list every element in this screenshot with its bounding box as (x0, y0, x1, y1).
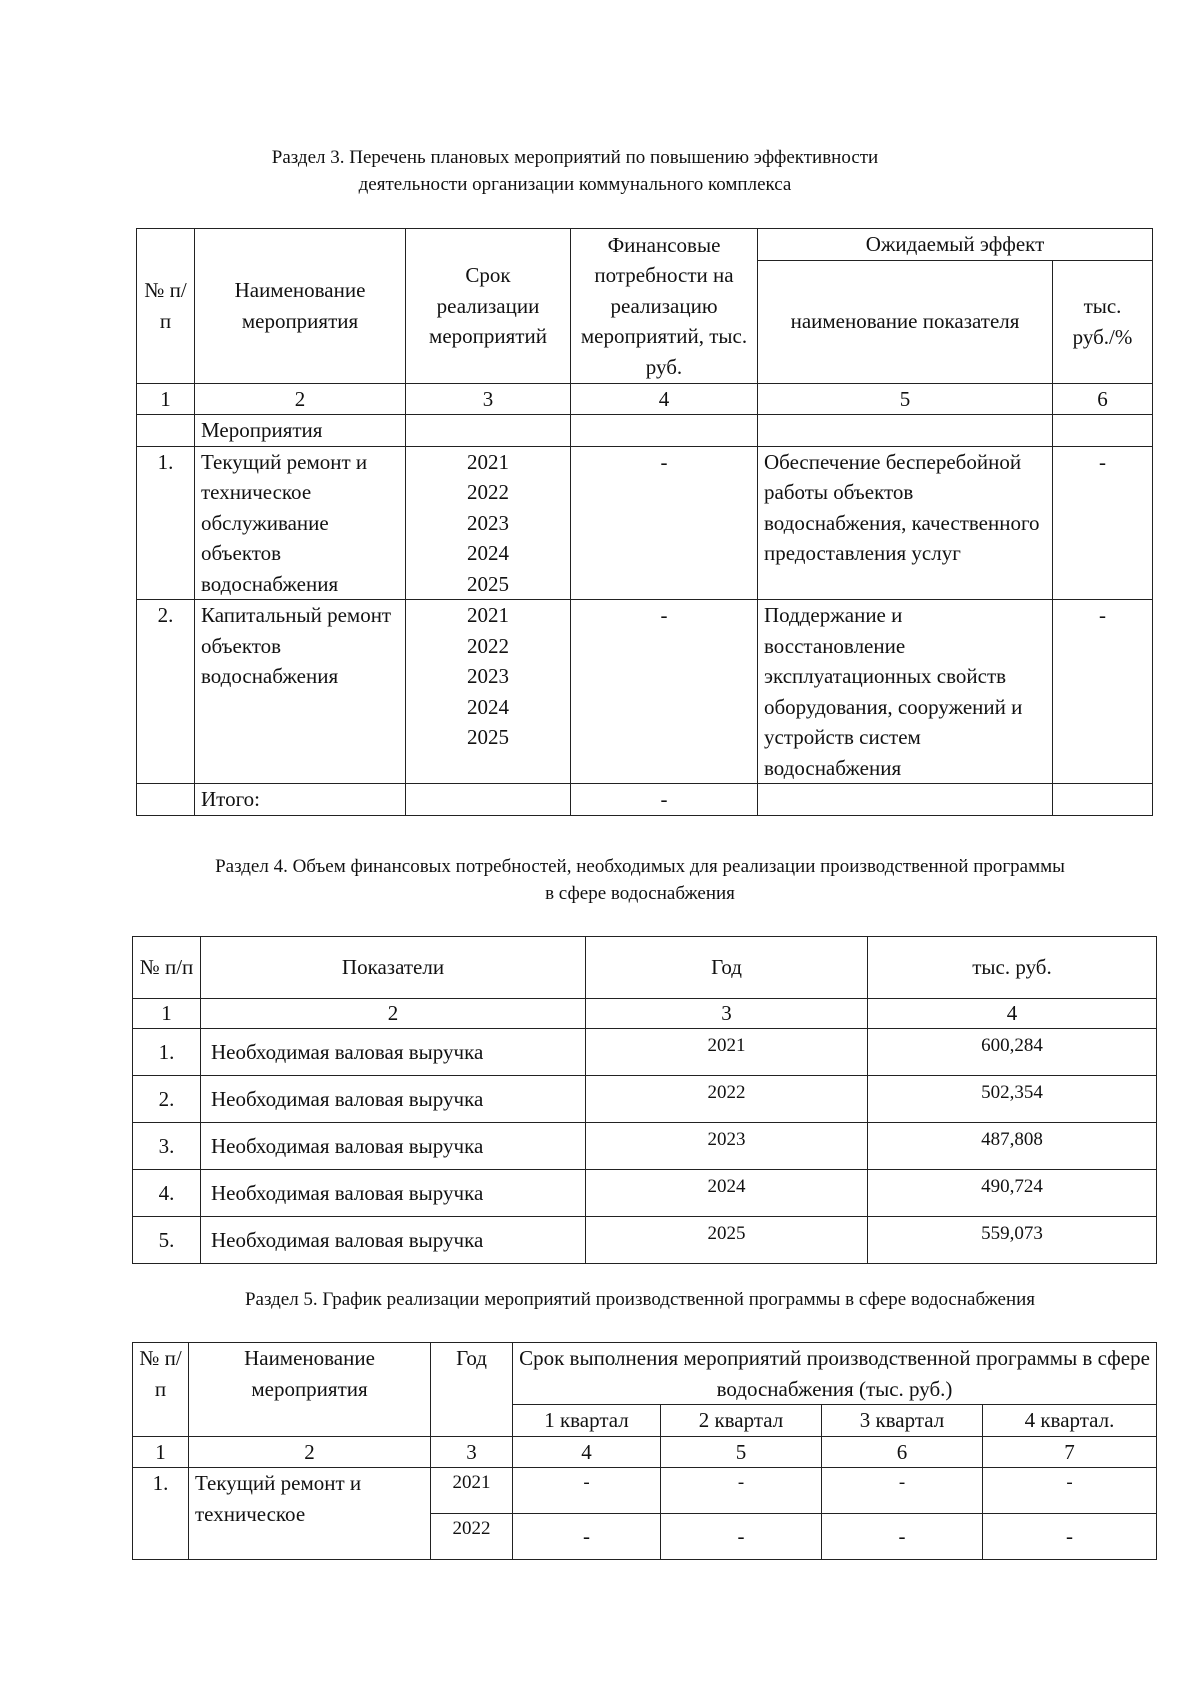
col-number: 7 (983, 1436, 1157, 1468)
row-q2: - (661, 1468, 822, 1514)
row-num: 1. (133, 1029, 201, 1076)
row-amount: 600,284 (868, 1029, 1157, 1076)
header-name: Наименование мероприятия (189, 1343, 431, 1437)
header-term: Срок выполнения мероприятий производственной программы в сфере водоснабжения (тыс. руб.) (513, 1343, 1157, 1405)
col-number: 2 (195, 383, 406, 415)
row-amount: 490,724 (868, 1170, 1157, 1217)
header-effect-value: тыс. руб./% (1053, 260, 1153, 383)
section4-table (132, 936, 1157, 1264)
section3-title-line2: деятельности организации коммунального комплекса (358, 174, 792, 195)
row-year: 2024 (586, 1170, 868, 1217)
row-q3: - (822, 1514, 983, 1560)
row-q3: - (822, 1468, 983, 1514)
col-number: 4 (868, 999, 1157, 1029)
header-term: Срок реализации мероприятий (406, 229, 571, 384)
table-row (133, 1217, 1157, 1264)
section3-title-line1: Раздел 3. Перечень плановых мероприятий по повышению эффективности (271, 147, 879, 168)
header-amount: тыс. руб. (868, 937, 1157, 999)
row-amount: 559,073 (868, 1217, 1157, 1264)
col-number: 1 (133, 1436, 189, 1468)
row-num: 1. (133, 1468, 189, 1560)
row-indicator: Необходимая валовая выручка (201, 1170, 586, 1217)
col-number: 3 (431, 1436, 513, 1468)
header-year: Год (431, 1343, 513, 1437)
row-num: 5. (133, 1217, 201, 1264)
header-effect-name: наименование показателя (758, 260, 1053, 383)
header-effect: Ожидаемый эффект (758, 229, 1153, 261)
total-finance: - (571, 784, 758, 816)
row-year: 2021 (431, 1468, 513, 1514)
group-row (137, 415, 1153, 447)
table-row (137, 446, 1153, 600)
total-label: Итого: (195, 784, 406, 816)
header-q2: 2 квартал (661, 1405, 822, 1437)
header-name: Наименование мероприятия (195, 229, 406, 384)
section4-title-line2: в сфере водоснабжения (545, 883, 735, 904)
col-number: 2 (189, 1436, 431, 1468)
row-effect-value: - (1053, 446, 1153, 600)
section4-title (120, 853, 1160, 907)
row-years: 2021 2022 2023 2024 2025 (406, 446, 571, 600)
row-year: 2022 (431, 1514, 513, 1560)
header-q3: 3 квартал (822, 1405, 983, 1437)
section4-title-line1: Раздел 4. Объем финансовых потребностей, необходимых для реализации производственной программы (215, 856, 1065, 877)
row-year: 2025 (586, 1217, 868, 1264)
table-row (133, 1468, 1157, 1514)
column-numbers-row (137, 383, 1153, 415)
header-q1: 1 квартал (513, 1405, 661, 1437)
col-number: 6 (1053, 383, 1153, 415)
row-q4: - (983, 1514, 1157, 1560)
col-number: 5 (758, 383, 1053, 415)
section3-title (180, 144, 970, 198)
section3-table (136, 228, 1153, 816)
row-amount: 487,808 (868, 1123, 1157, 1170)
col-number: 4 (513, 1436, 661, 1468)
column-numbers-row (133, 999, 1157, 1029)
header-num: № п/п (137, 229, 195, 384)
col-number: 6 (822, 1436, 983, 1468)
row-name: Текущий ремонт и техническое обслуживание объектов водоснабжения (195, 446, 406, 600)
row-num: 3. (133, 1123, 201, 1170)
section5-title: Раздел 5. График реализации мероприятий производственной программы в сфере водоснабжения (244, 1289, 1036, 1310)
row-finance: - (571, 446, 758, 600)
header-q4: 4 квартал. (983, 1405, 1157, 1437)
row-q1: - (513, 1514, 661, 1560)
col-number: 3 (406, 383, 571, 415)
header-num: № п/п (133, 1343, 189, 1437)
row-effect-name: Поддержание и восстановление эксплуатационных свойств оборудования, сооружений и устройств систем водоснабжения (758, 600, 1053, 784)
row-num: 2. (133, 1076, 201, 1123)
row-num: 1. (137, 446, 195, 600)
table-row (133, 1076, 1157, 1123)
group-label: Мероприятия (195, 415, 406, 447)
table-row (133, 1029, 1157, 1076)
row-year: 2022 (586, 1076, 868, 1123)
row-q2: - (661, 1514, 822, 1560)
col-number: 4 (571, 383, 758, 415)
section5-table (132, 1342, 1157, 1560)
row-amount: 502,354 (868, 1076, 1157, 1123)
header-num: № п/п (133, 937, 201, 999)
table-row (133, 1123, 1157, 1170)
row-name: Капитальный ремонт объектов водоснабжения (195, 600, 406, 784)
row-year: 2021 (586, 1029, 868, 1076)
col-number: 3 (586, 999, 868, 1029)
row-finance: - (571, 600, 758, 784)
row-indicator: Необходимая валовая выручка (201, 1123, 586, 1170)
col-number: 2 (201, 999, 586, 1029)
col-number: 5 (661, 1436, 822, 1468)
row-q1: - (513, 1468, 661, 1514)
row-year: 2023 (586, 1123, 868, 1170)
row-indicator: Необходимая валовая выручка (201, 1029, 586, 1076)
row-indicator: Необходимая валовая выручка (201, 1076, 586, 1123)
row-num: 2. (137, 600, 195, 784)
header-finance: Финансовые потребности на реализацию мероприятий, тыс. руб. (571, 229, 758, 384)
row-indicator: Необходимая валовая выручка (201, 1217, 586, 1264)
row-q4: - (983, 1468, 1157, 1514)
table-row (133, 1170, 1157, 1217)
row-effect-name: Обеспечение бесперебойной работы объектов водоснабжения, качественного предоставления услуг (758, 446, 1053, 600)
column-numbers-row (133, 1436, 1157, 1468)
row-years: 2021 2022 2023 2024 2025 (406, 600, 571, 784)
row-num: 4. (133, 1170, 201, 1217)
row-effect-value: - (1053, 600, 1153, 784)
col-number: 1 (137, 383, 195, 415)
total-row (137, 784, 1153, 816)
table-row (137, 600, 1153, 784)
col-number: 1 (133, 999, 201, 1029)
header-indicator: Показатели (201, 937, 586, 999)
row-name: Текущий ремонт и техническое (189, 1468, 431, 1560)
header-year: Год (586, 937, 868, 999)
